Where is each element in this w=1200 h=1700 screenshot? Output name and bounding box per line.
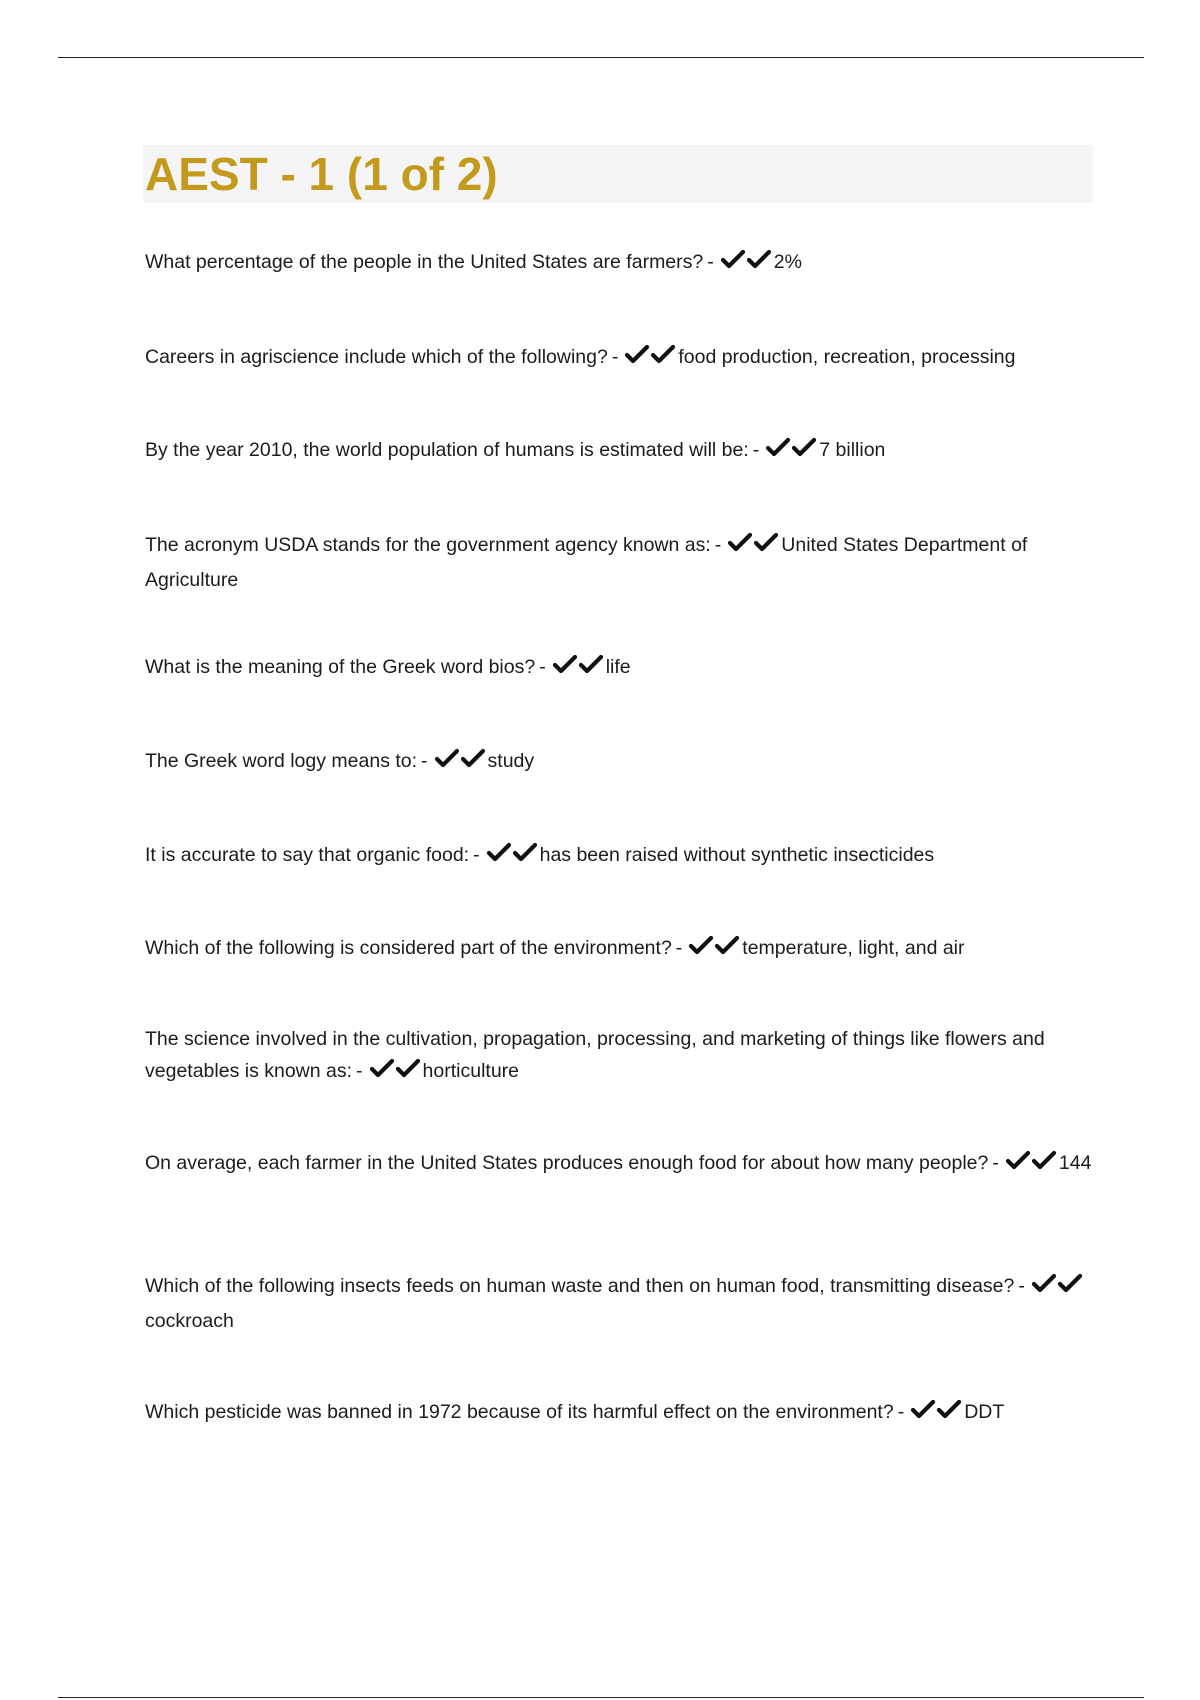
- qa-item: [145, 1147, 1095, 1182]
- question-text: Which of the following is considered part of the environment?: [145, 937, 672, 959]
- qa-item: [145, 651, 1095, 686]
- separator: -: [707, 251, 714, 273]
- separator: -: [1018, 1275, 1025, 1297]
- answer-text: study: [487, 750, 535, 772]
- checkmark-icon: [434, 748, 460, 768]
- answer-text: food production, recreation, processing: [678, 346, 1016, 368]
- checkmark-icon: [910, 1399, 936, 1419]
- double-checkmark-icon: [727, 532, 779, 564]
- question-text: What percentage of the people in the United States are farmers?: [145, 251, 704, 273]
- page-title: AEST - 1 (1 of 2): [145, 148, 498, 200]
- checkmark-icon: [1031, 1150, 1057, 1170]
- answer-text: horticulture: [422, 1060, 520, 1082]
- qa-item: [145, 932, 1095, 967]
- double-checkmark-icon: [688, 935, 740, 967]
- checkmark-icon: [720, 249, 746, 269]
- qa-item: [145, 341, 1095, 376]
- double-checkmark-icon: [486, 842, 538, 874]
- double-checkmark-icon: [624, 344, 676, 376]
- checkmark-icon: [512, 842, 538, 862]
- footer-rule: [58, 1697, 1144, 1698]
- checkmark-icon: [936, 1399, 962, 1419]
- double-checkmark-icon: [765, 437, 817, 469]
- question-text: Which of the following insects feeds on human waste and then on human food, transmitting disease?: [145, 1275, 1015, 1297]
- qa-item: [145, 529, 1095, 596]
- checkmark-icon: [1005, 1150, 1031, 1170]
- checkmark-icon: [460, 748, 486, 768]
- answer-text: DDT: [964, 1401, 1005, 1423]
- double-checkmark-icon: [552, 654, 604, 686]
- checkmark-icon: [552, 654, 578, 674]
- checkmark-icon: [753, 532, 779, 552]
- separator: -: [356, 1060, 363, 1082]
- answer-text: cockroach: [145, 1310, 234, 1332]
- double-checkmark-icon: [369, 1058, 421, 1090]
- separator: -: [675, 937, 683, 959]
- question-text: On average, each farmer in the United States produces enough food for about how many people?: [145, 1152, 989, 1174]
- answer-text: 144: [1058, 1152, 1092, 1174]
- qa-item: [145, 1396, 1095, 1431]
- title-banner: [143, 145, 1093, 203]
- double-checkmark-icon: [1031, 1273, 1083, 1305]
- question-text: The acronym USDA stands for the government agency known as:: [145, 534, 711, 556]
- answer-text: temperature, light, and air: [742, 937, 965, 959]
- double-checkmark-icon: [720, 249, 772, 281]
- separator: -: [752, 439, 760, 461]
- question-text: The Greek word logy means to:: [145, 750, 418, 772]
- separator: -: [897, 1401, 905, 1423]
- qa-item: [145, 1270, 1095, 1337]
- question-text: The science involved in the cultivation, propagation, processing, and marketing of things like flowers and vegetables is known as:: [145, 1028, 1045, 1082]
- double-checkmark-icon: [1005, 1150, 1057, 1182]
- qa-item: [145, 839, 1095, 874]
- answer-text: 7 billion: [819, 439, 886, 461]
- checkmark-icon: [727, 532, 753, 552]
- separator: -: [473, 844, 480, 866]
- separator: -: [992, 1152, 999, 1174]
- answer-text: life: [605, 656, 631, 678]
- separator: -: [539, 656, 546, 678]
- checkmark-icon: [395, 1058, 421, 1078]
- separator: -: [611, 346, 619, 368]
- double-checkmark-icon: [434, 748, 486, 780]
- double-checkmark-icon: [910, 1399, 962, 1431]
- question-text: Careers in agriscience include which of the following?: [145, 346, 608, 368]
- checkmark-icon: [765, 437, 791, 457]
- checkmark-icon: [688, 935, 714, 955]
- answer-text: has been raised without synthetic insecticides: [539, 844, 935, 866]
- qa-item: [145, 1023, 1095, 1090]
- separator: -: [421, 750, 428, 772]
- checkmark-icon: [624, 344, 650, 364]
- checkmark-icon: [486, 842, 512, 862]
- qa-item: [145, 434, 1095, 469]
- answer-text: 2%: [773, 251, 802, 273]
- checkmark-icon: [714, 935, 740, 955]
- answer-text: United States Department of Agriculture: [145, 534, 1028, 591]
- qa-item: [145, 745, 1095, 780]
- checkmark-icon: [578, 654, 604, 674]
- checkmark-icon: [1057, 1273, 1083, 1293]
- checkmark-icon: [791, 437, 817, 457]
- checkmark-icon: [650, 344, 676, 364]
- question-text: By the year 2010, the world population of humans is estimated will be:: [145, 439, 749, 461]
- checkmark-icon: [1031, 1273, 1057, 1293]
- checkmark-icon: [746, 249, 772, 269]
- checkmark-icon: [369, 1058, 395, 1078]
- separator: -: [714, 534, 722, 556]
- question-text: It is accurate to say that organic food:: [145, 844, 470, 866]
- qa-item: [145, 246, 1095, 281]
- question-text: Which pesticide was banned in 1972 because of its harmful effect on the environment?: [145, 1401, 894, 1423]
- question-text: What is the meaning of the Greek word bios?: [145, 656, 536, 678]
- header-rule: [58, 57, 1144, 58]
